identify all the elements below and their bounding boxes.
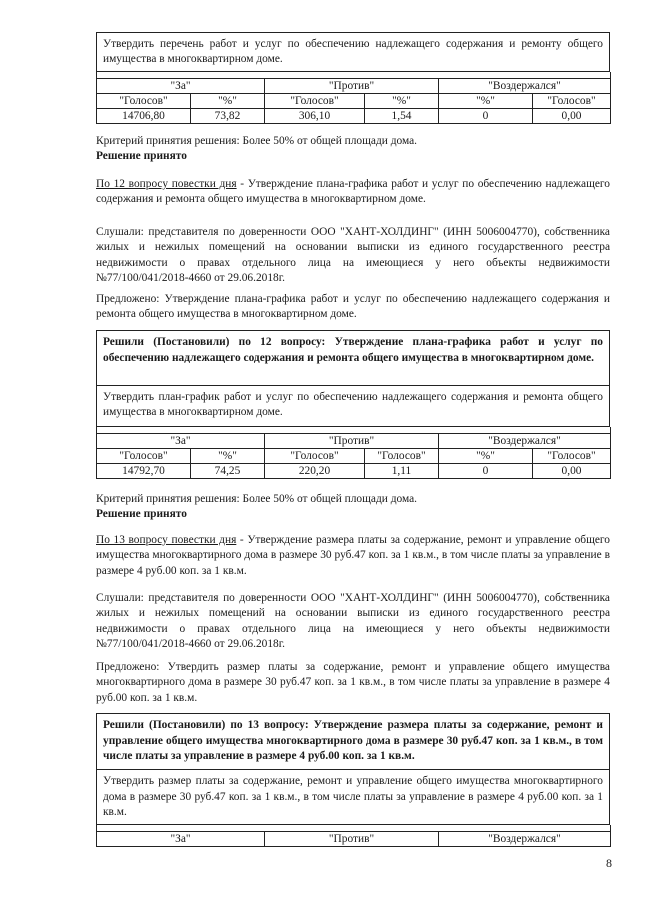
- page-number: 8: [606, 856, 612, 870]
- vote-table-q12: [96, 427, 611, 479]
- proposed-q12: Предложено: Утверждение плана-графика работ и услуг по обеспечению надлежащего содержания и ремонта общего имущества в многоквартирном доме.: [96, 293, 610, 321]
- agenda-text-q13: - Утверждение размера платы за содержание, ремонт и управление общего имущества многоквартирного дома в размере 30 руб.47 коп. за 1 кв.м., в том числе платы за управление в размере 4 руб.00 коп. за 1 кв.м.: [96, 534, 610, 577]
- value-cell: 220,20: [265, 464, 365, 479]
- header-abstained: "Воздержался": [439, 434, 611, 449]
- header-for: "За": [97, 434, 265, 449]
- vote-table-q13: [96, 825, 611, 847]
- agenda-text-q12: - Утверждение плана-графика работ и услуг по обеспечению надлежащего содержания и ремонта общего имущества в многоквартирном доме.: [96, 178, 610, 206]
- value-cell: 14792,70: [97, 464, 191, 479]
- decision-box-q11: [96, 32, 610, 72]
- value-cell: 1,54: [365, 109, 439, 124]
- agenda-q13: [96, 533, 610, 579]
- header-for: "За": [97, 832, 265, 847]
- vote-table-q11: [96, 72, 611, 124]
- decision-text-q12: Утвердить план-график работ и услуг по обеспечению надлежащего содержания и ремонта общего имущества в многоквартирном доме.: [103, 391, 603, 418]
- decision-text-q11: Утвердить перечень работ и услуг по обеспечению надлежащего содержания и ремонту общего имущества в многоквартирном доме.: [103, 38, 603, 65]
- proposed-q13: Предложено: Утвердить размер платы за содержание, ремонт и управление общего имущества многоквартирного дома в размере 30 руб.47 коп. за 1 кв.м., в том числе платы за управление в размере 4 руб.00 коп. за 1 кв.м.: [96, 661, 610, 704]
- value-cell: 14706,80: [97, 109, 191, 124]
- heard-q13: Слушали: представителя по доверенности ООО "ХАНТ-ХОЛДИНГ" (ИНН 5006004770), собственника жилых и нежилых помещений на основании выписки из единого государственного реестра недвижимости о правах отдельного лица на имеющиеся у него объекты недвижимости №77/100/041/2018-4660 от 29.06.2018г.: [96, 592, 610, 651]
- header-against: "Против": [265, 832, 439, 847]
- resolved-box-q13: [96, 713, 610, 770]
- criterion-q12: Критерий принятия решения: Более 50% от общей площади дома.: [96, 493, 417, 505]
- value-cell: 1,11: [365, 464, 439, 479]
- value-cell: 0,00: [533, 464, 611, 479]
- values-row: [97, 109, 611, 124]
- subheader-cell: "Голосов": [533, 449, 611, 464]
- subheader-row: [97, 94, 611, 109]
- heard-q12: Слушали: представителя по доверенности ООО "ХАНТ-ХОЛДИНГ" (ИНН 5006004770), собственника жилых и нежилых помещений на основании выписки из единого государственного реестра недвижимости о правах отдельного лица на имеющиеся у него объекты недвижимости №77/100/041/2018-4660 от 29.06.2018г.: [96, 226, 610, 285]
- subheader-row: [97, 449, 611, 464]
- value-cell: 0,00: [533, 109, 611, 124]
- subheader-cell: "Голосов": [265, 449, 365, 464]
- resolved-title-q13: Решили (Постановили) по 13 вопросу: Утверждение размера платы за содержание, ремонт и управление общего имущества многоквартирного дома в размере 30 руб.47 коп. за 1 кв.м., в том числе платы за управление в размере 4 руб.00 коп. за 1 кв.м.: [103, 719, 603, 762]
- header-against: "Против": [265, 434, 439, 449]
- agenda-link-q12[interactable]: По 12 вопросу повестки дня: [96, 178, 237, 190]
- header-abstained: "Воздержался": [439, 79, 611, 94]
- subheader-cell: "%": [191, 449, 265, 464]
- agenda-link-q13[interactable]: По 13 вопросу повестки дня: [96, 534, 237, 546]
- decision-box-q13: [96, 769, 610, 825]
- subheader-cell: "Голосов": [97, 94, 191, 109]
- values-row: [97, 464, 611, 479]
- header-for: "За": [97, 79, 265, 94]
- subheader-cell: "%": [439, 94, 533, 109]
- subheader-cell: "Голосов": [365, 449, 439, 464]
- subheader-cell: "%": [439, 449, 533, 464]
- decision-q11: Решение принято: [96, 150, 187, 162]
- value-cell: 74,25: [191, 464, 265, 479]
- value-cell: 0: [439, 109, 533, 124]
- decision-q12: Решение принято: [96, 508, 187, 520]
- resolved-box-q12: [96, 330, 610, 386]
- subheader-cell: "Голосов": [265, 94, 365, 109]
- value-cell: 306,10: [265, 109, 365, 124]
- subheader-cell: "Голосов": [533, 94, 611, 109]
- decision-box-q12: [96, 385, 610, 427]
- value-cell: 0: [439, 464, 533, 479]
- agenda-q12: [96, 177, 610, 208]
- decision-text-q13: Утвердить размер платы за содержание, ремонт и управление общего имущества многоквартирного дома в размере 30 руб.47 коп. за 1 кв.м., в том числе платы за управление в размере 4 руб.00 коп. за 1 кв.м.: [103, 775, 603, 818]
- subheader-cell: "%": [191, 94, 265, 109]
- header-abstained: "Воздержался": [439, 832, 611, 847]
- subheader-cell: "Голосов": [97, 449, 191, 464]
- criterion-q11: Критерий принятия решения: Более 50% от общей площади дома.: [96, 135, 417, 147]
- header-against: "Против": [265, 79, 439, 94]
- value-cell: 73,82: [191, 109, 265, 124]
- resolved-title-q12: Решили (Постановили) по 12 вопросу: Утверждение плана-графика работ и услуг по обеспечению надлежащего содержания и ремонта общего имущества в многоквартирном доме.: [103, 336, 603, 364]
- subheader-cell: "%": [365, 94, 439, 109]
